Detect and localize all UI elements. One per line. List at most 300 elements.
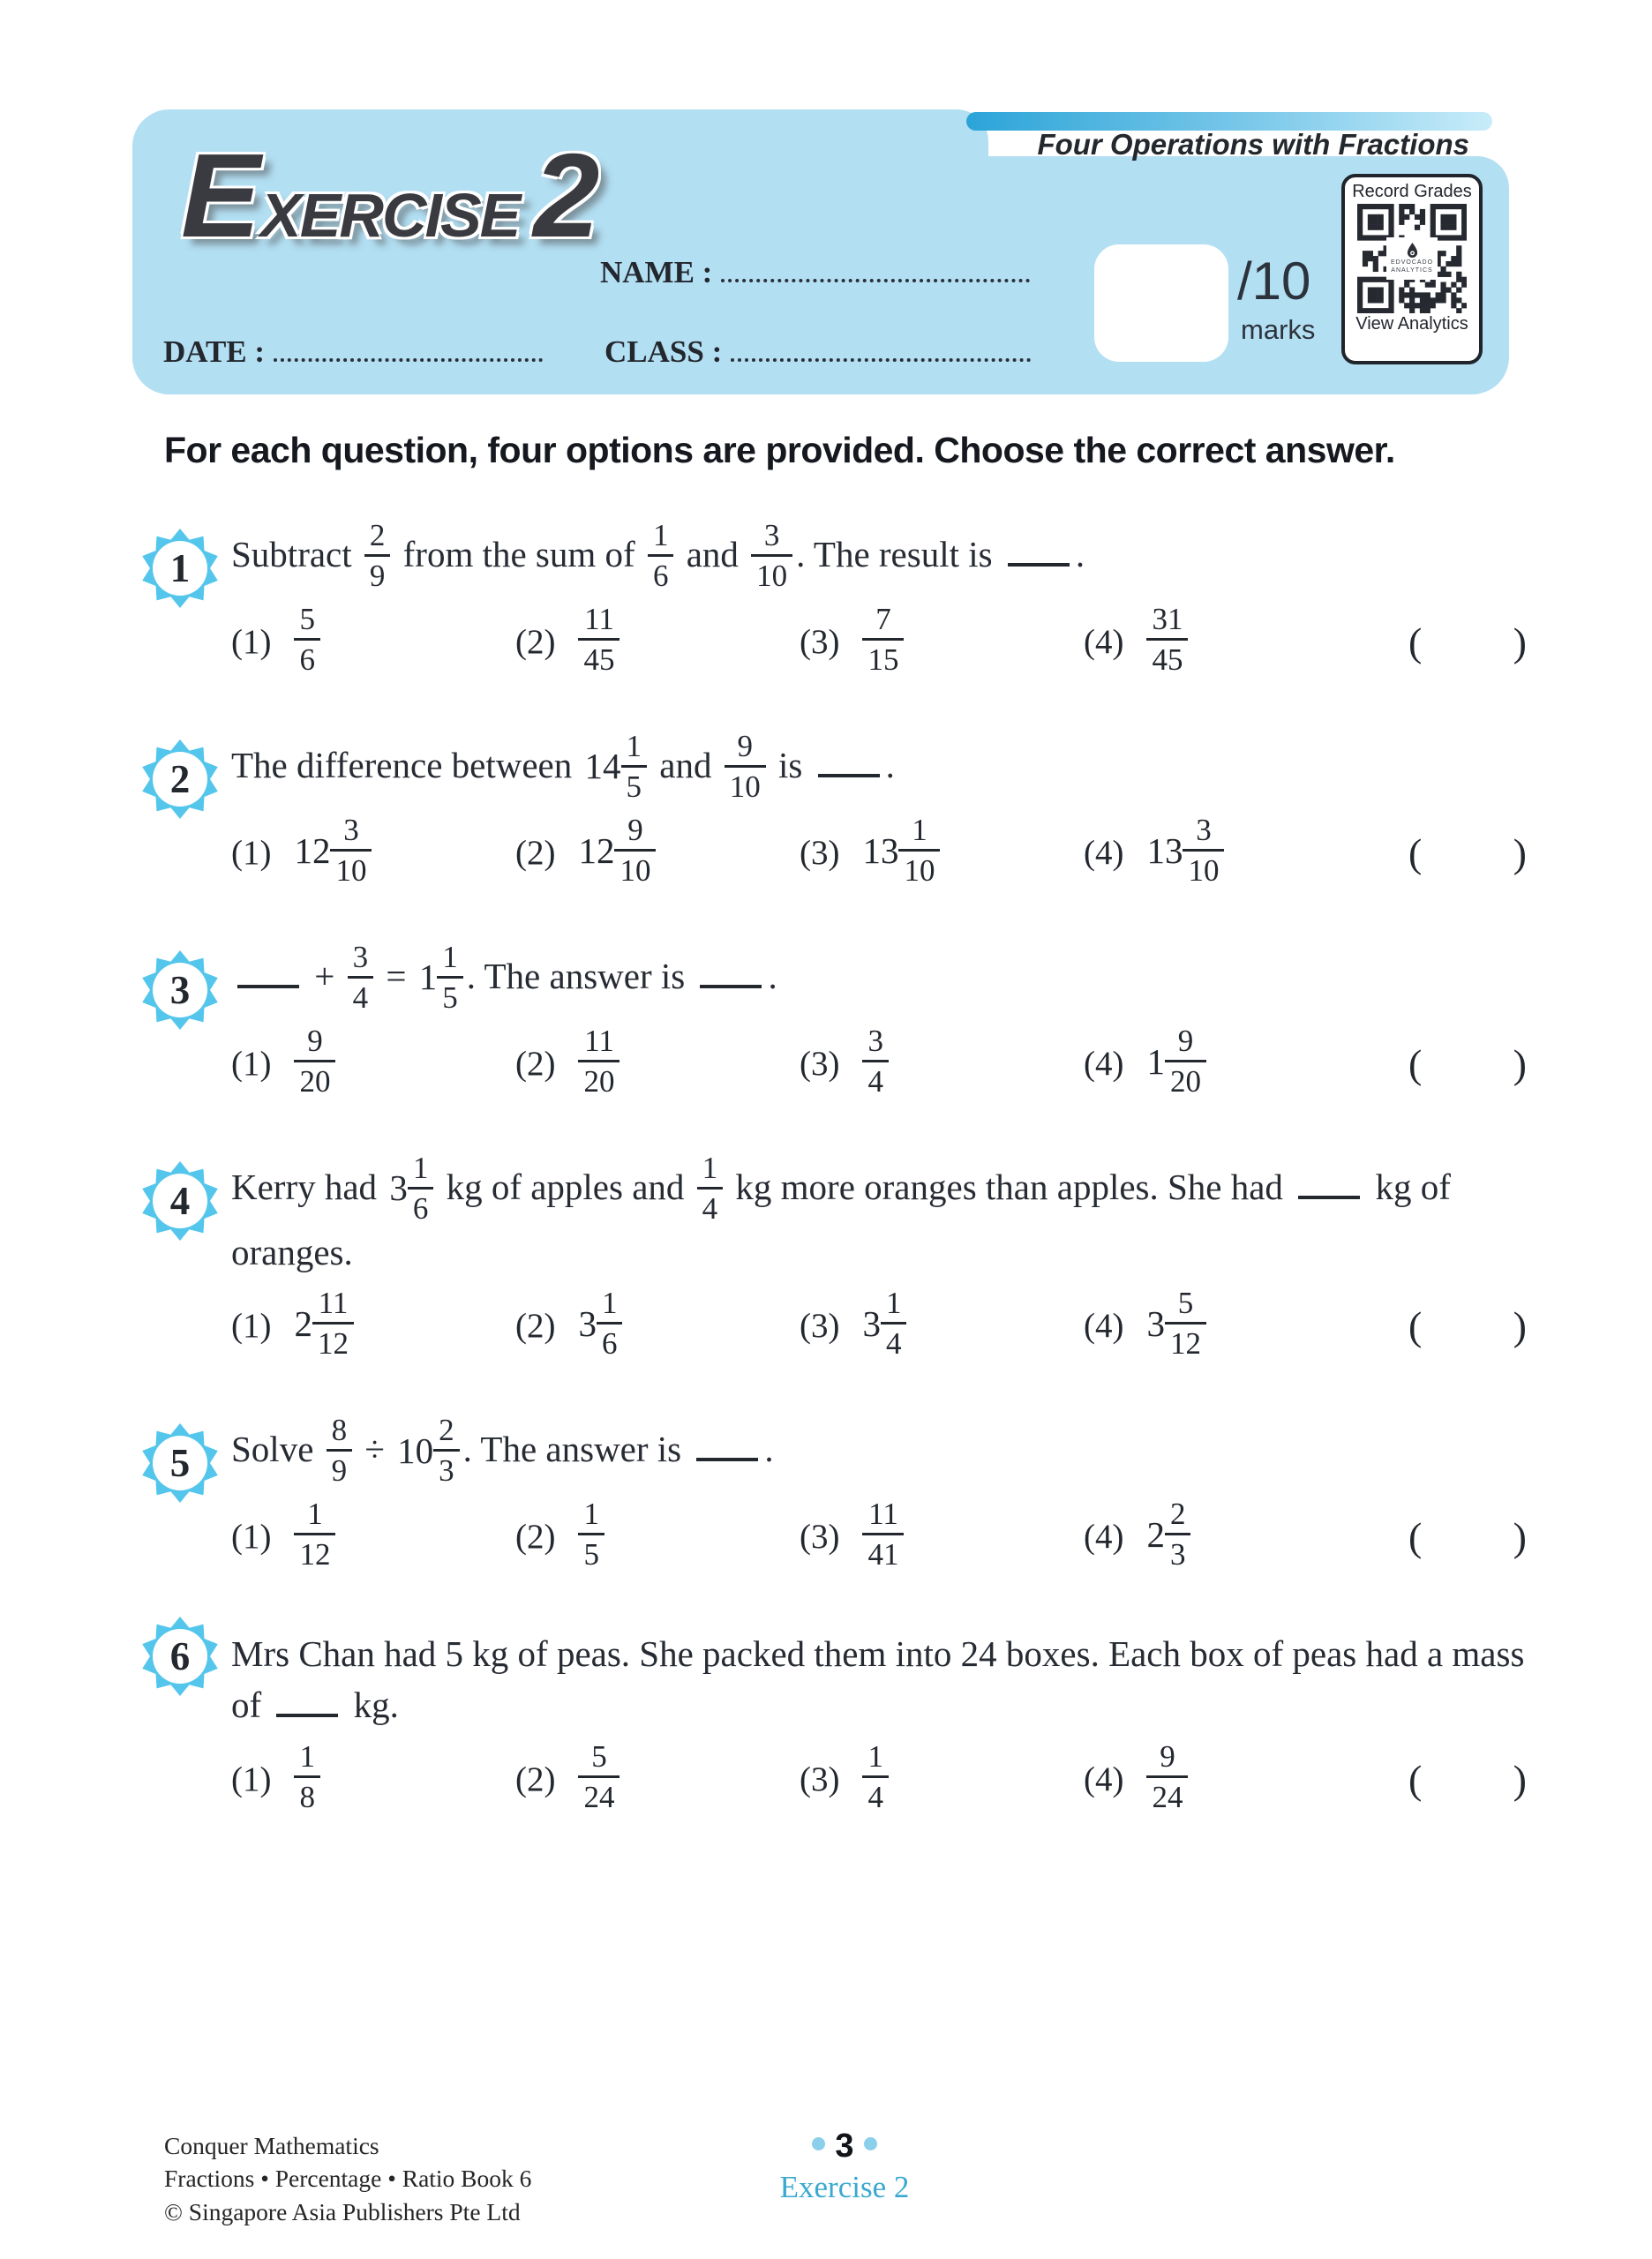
option-label: (2) bbox=[515, 1760, 556, 1798]
option-label: (4) bbox=[1084, 1045, 1124, 1083]
footer-imprint-line: © Singapore Asia Publishers Pte Ltd bbox=[164, 2197, 521, 2225]
options-row bbox=[231, 813, 1527, 889]
fraction-denominator: 45 bbox=[1146, 638, 1188, 675]
question-text-segment: kg more oranges than apples. She had bbox=[726, 1166, 1293, 1207]
question-text-segment: Mrs Chan had 5 kg of peas. She packed them into 24 boxes. Each box of peas had a mass of bbox=[231, 1633, 1525, 1726]
fraction-stack bbox=[725, 731, 766, 802]
question-number: 1 bbox=[169, 546, 191, 590]
fraction-numerator: 1 bbox=[652, 518, 669, 552]
score-write-box[interactable] bbox=[1094, 244, 1228, 362]
answer-paren-close: ) bbox=[1513, 1303, 1527, 1349]
option[interactable] bbox=[231, 1738, 515, 1815]
question-body bbox=[231, 1413, 1527, 1572]
question-text-segment: The difference between bbox=[231, 744, 582, 785]
fraction-whole: 14 bbox=[584, 746, 621, 787]
date-label: DATE : bbox=[163, 334, 266, 369]
option[interactable] bbox=[800, 1738, 1084, 1815]
fraction bbox=[1146, 1025, 1206, 1097]
option[interactable] bbox=[1084, 1497, 1368, 1572]
answer-blank[interactable] bbox=[237, 951, 299, 988]
fraction-numerator: 11 bbox=[868, 1497, 898, 1532]
answer-paren-close: ) bbox=[1513, 830, 1527, 875]
option[interactable] bbox=[800, 813, 1084, 889]
fraction-numerator: 9 bbox=[1177, 1024, 1194, 1058]
exercise-title-initial: E bbox=[181, 129, 261, 262]
question-number: 5 bbox=[169, 1441, 191, 1486]
fraction-stack bbox=[312, 1286, 354, 1362]
fraction-whole: 13 bbox=[862, 829, 899, 871]
fraction-stack bbox=[294, 1498, 335, 1570]
fraction-numerator: 1 bbox=[601, 1286, 618, 1321]
fraction-numerator: 7 bbox=[875, 602, 891, 636]
fraction-whole: 1 bbox=[1146, 1040, 1165, 1082]
question-text-segment: Kerry had bbox=[231, 1166, 387, 1207]
fraction bbox=[1146, 814, 1224, 886]
fraction-stack bbox=[1146, 1738, 1188, 1814]
option[interactable] bbox=[515, 1024, 800, 1099]
answer-parentheses[interactable] bbox=[1408, 1302, 1527, 1349]
option[interactable] bbox=[515, 602, 800, 678]
fraction-numerator: 9 bbox=[627, 813, 643, 847]
fraction bbox=[397, 1413, 460, 1489]
fraction-whole: 2 bbox=[1146, 1513, 1165, 1555]
question-number-badge bbox=[139, 528, 231, 609]
fraction-denominator: 4 bbox=[862, 1060, 889, 1097]
date-input-line[interactable] bbox=[274, 332, 543, 362]
exercise-title bbox=[181, 129, 600, 262]
question-number: 3 bbox=[169, 968, 191, 1012]
fraction bbox=[862, 604, 904, 675]
answer-parentheses[interactable] bbox=[1408, 1513, 1527, 1560]
option[interactable] bbox=[515, 1286, 800, 1362]
fraction-denominator: 6 bbox=[648, 554, 674, 591]
option-label: (2) bbox=[515, 1045, 556, 1083]
fraction-stack bbox=[1165, 1286, 1206, 1362]
question-text-segment: kg. bbox=[344, 1685, 399, 1726]
option[interactable] bbox=[1084, 1738, 1368, 1815]
question bbox=[139, 518, 1527, 678]
option-label: (4) bbox=[1084, 1307, 1124, 1346]
fraction-denominator: 10 bbox=[725, 765, 766, 802]
fraction-denominator: 9 bbox=[327, 1449, 353, 1486]
name-input-line[interactable] bbox=[721, 252, 1030, 282]
option-label: (1) bbox=[231, 1307, 272, 1346]
option[interactable] bbox=[231, 602, 515, 678]
fraction-stack bbox=[408, 1152, 434, 1224]
fraction-whole: 2 bbox=[294, 1302, 312, 1344]
fraction bbox=[1146, 1738, 1188, 1814]
fraction bbox=[862, 1498, 904, 1570]
question-text-segment: . bbox=[764, 1429, 774, 1470]
options-row bbox=[231, 1738, 1527, 1815]
question-text-segment: ÷ bbox=[356, 1429, 394, 1470]
fraction-stack bbox=[597, 1286, 623, 1362]
fraction bbox=[578, 1286, 622, 1362]
option[interactable] bbox=[800, 1024, 1084, 1099]
fraction-stack bbox=[697, 1152, 724, 1224]
fraction bbox=[862, 1025, 889, 1097]
fraction-denominator: 9 bbox=[364, 554, 391, 591]
date-field bbox=[163, 332, 543, 370]
fraction-stack bbox=[648, 520, 674, 591]
fraction-denominator: 10 bbox=[614, 849, 656, 886]
marks-label: marks bbox=[1241, 314, 1316, 345]
fraction-numerator: 5 bbox=[591, 1738, 607, 1774]
fraction-denominator: 45 bbox=[578, 638, 620, 675]
question-text-segment: from the sum of bbox=[394, 533, 644, 574]
header-card bbox=[132, 109, 1509, 394]
answer-blank[interactable] bbox=[696, 1424, 758, 1461]
fraction-whole: 12 bbox=[294, 829, 331, 871]
fraction-stack bbox=[862, 1738, 889, 1814]
fraction-whole: 1 bbox=[418, 957, 438, 998]
fraction-whole: 3 bbox=[1146, 1302, 1165, 1344]
fraction-denominator: 12 bbox=[312, 1322, 354, 1359]
fraction bbox=[578, 1025, 620, 1097]
fraction-denominator: 4 bbox=[881, 1322, 907, 1359]
option[interactable] bbox=[515, 1497, 800, 1572]
option[interactable] bbox=[1084, 1286, 1368, 1362]
question-body bbox=[231, 940, 1527, 1099]
fraction bbox=[419, 942, 463, 1013]
answer-paren-close: ) bbox=[1513, 1514, 1527, 1560]
fraction-numerator: 11 bbox=[318, 1286, 349, 1321]
fraction bbox=[294, 1025, 335, 1097]
fraction bbox=[1146, 604, 1188, 675]
answer-paren-open: ( bbox=[1408, 1041, 1423, 1086]
answer-paren-close: ) bbox=[1513, 1041, 1527, 1086]
fraction-stack bbox=[578, 1738, 620, 1814]
question-body bbox=[231, 1628, 1527, 1814]
fraction bbox=[862, 1738, 889, 1814]
fraction-stack bbox=[294, 1025, 335, 1097]
fraction-numerator: 1 bbox=[626, 729, 642, 763]
answer-blank[interactable] bbox=[1008, 529, 1070, 567]
question-number-badge bbox=[139, 1422, 231, 1504]
fraction bbox=[578, 1498, 604, 1570]
chapter-title: Four Operations with Fractions bbox=[1037, 128, 1469, 161]
page-number: 3 bbox=[835, 2128, 854, 2165]
option[interactable] bbox=[800, 1497, 1084, 1572]
fraction-denominator: 4 bbox=[697, 1187, 724, 1224]
answer-paren-open: ( bbox=[1408, 830, 1423, 875]
question-text bbox=[231, 729, 1527, 805]
qr-brand-line1: EDVOCADO bbox=[1390, 259, 1434, 266]
option-label: (3) bbox=[800, 1760, 840, 1798]
fraction-stack bbox=[1165, 1498, 1191, 1570]
fraction-denominator: 41 bbox=[862, 1533, 904, 1570]
option[interactable] bbox=[1084, 813, 1368, 889]
options-row bbox=[231, 1497, 1527, 1572]
fraction bbox=[389, 1152, 433, 1224]
fraction-denominator: 10 bbox=[1183, 849, 1224, 886]
question-text bbox=[231, 1628, 1527, 1730]
name-field bbox=[600, 252, 1030, 290]
qr-brand-line2: ANALYTICS bbox=[1391, 266, 1433, 274]
answer-blank[interactable] bbox=[700, 951, 762, 988]
fraction-denominator: 6 bbox=[408, 1187, 434, 1224]
qr-card bbox=[1341, 174, 1483, 364]
fraction-numerator: 1 bbox=[583, 1497, 599, 1532]
fraction-numerator: 5 bbox=[1177, 1286, 1194, 1321]
answer-paren-open: ( bbox=[1408, 1514, 1423, 1560]
exercise-number: 2 bbox=[533, 129, 600, 262]
answer-paren-close: ) bbox=[1513, 1756, 1527, 1802]
answer-paren-open: ( bbox=[1408, 1303, 1423, 1349]
fraction-denominator: 24 bbox=[578, 1775, 620, 1812]
fraction-stack bbox=[578, 1025, 620, 1097]
option-label: (2) bbox=[515, 623, 556, 661]
answer-parentheses[interactable] bbox=[1408, 1756, 1527, 1803]
fraction-whole: 10 bbox=[397, 1430, 434, 1471]
question-body bbox=[231, 518, 1527, 678]
fraction-whole: 12 bbox=[578, 829, 615, 871]
fraction-numerator: 1 bbox=[307, 1497, 323, 1532]
fraction bbox=[1146, 1498, 1190, 1570]
fraction bbox=[862, 1286, 906, 1362]
fraction-denominator: 10 bbox=[898, 849, 940, 886]
option-label: (1) bbox=[231, 1760, 272, 1798]
fraction-stack bbox=[862, 1498, 904, 1570]
option-label: (3) bbox=[800, 1045, 840, 1083]
fraction-numerator: 2 bbox=[1169, 1497, 1186, 1532]
fraction-whole: 3 bbox=[578, 1302, 597, 1344]
question-text-segment: . The answer is bbox=[462, 1429, 691, 1470]
options-row bbox=[231, 1286, 1527, 1362]
answer-paren-close: ) bbox=[1513, 619, 1527, 664]
fraction-denominator: 15 bbox=[862, 638, 904, 675]
option[interactable] bbox=[231, 1286, 515, 1362]
option-label: (4) bbox=[1084, 1518, 1124, 1557]
fraction-numerator: 11 bbox=[584, 1024, 614, 1058]
name-label: NAME : bbox=[600, 254, 713, 289]
footer-exercise-label: Exercise 2 bbox=[779, 2170, 910, 2204]
fraction-denominator: 5 bbox=[578, 1533, 604, 1570]
fraction-numerator: 3 bbox=[352, 940, 369, 974]
question-number: 4 bbox=[169, 1179, 191, 1223]
answer-blank[interactable] bbox=[1298, 1162, 1360, 1199]
class-field bbox=[604, 332, 1031, 370]
fraction-denominator: 6 bbox=[294, 638, 320, 675]
fraction-denominator: 20 bbox=[1165, 1060, 1206, 1097]
fraction-whole: 3 bbox=[862, 1302, 881, 1344]
fraction bbox=[648, 520, 674, 591]
page-number-row bbox=[752, 2129, 937, 2163]
fraction-stack bbox=[621, 731, 648, 802]
question-text-segment: kg of apples and bbox=[437, 1166, 694, 1207]
footer-imprint bbox=[164, 2129, 531, 2228]
class-label: CLASS : bbox=[604, 334, 723, 369]
avocado-icon bbox=[1406, 243, 1419, 259]
option[interactable] bbox=[231, 813, 515, 889]
option[interactable] bbox=[1084, 602, 1368, 678]
fraction-whole: 13 bbox=[1146, 829, 1183, 871]
exercise-title-rest: XERCISE bbox=[260, 181, 520, 250]
page-dot-icon bbox=[812, 2137, 825, 2150]
question-text-segment: and bbox=[677, 533, 748, 574]
option[interactable] bbox=[515, 1738, 800, 1815]
fraction bbox=[294, 604, 320, 675]
option-label: (3) bbox=[800, 834, 840, 872]
fraction-stack bbox=[327, 1413, 353, 1489]
worksheet-body bbox=[139, 430, 1527, 1871]
fraction-stack bbox=[437, 942, 463, 1013]
option[interactable] bbox=[231, 1497, 515, 1572]
answer-paren-open: ( bbox=[1408, 1756, 1423, 1802]
fraction-denominator: 20 bbox=[294, 1060, 335, 1097]
fraction-numerator: 8 bbox=[331, 1413, 348, 1448]
fraction bbox=[578, 814, 656, 886]
fraction-stack bbox=[862, 604, 904, 675]
fraction-stack bbox=[294, 1738, 320, 1814]
fraction bbox=[725, 731, 766, 802]
fraction-stack bbox=[1165, 1025, 1206, 1097]
fraction-numerator: 1 bbox=[442, 940, 458, 974]
option[interactable] bbox=[800, 1286, 1084, 1362]
fraction-denominator: 3 bbox=[433, 1449, 460, 1486]
answer-blank[interactable] bbox=[818, 740, 880, 777]
fraction-numerator: 1 bbox=[885, 1286, 902, 1321]
fraction-numerator: 1 bbox=[867, 1738, 883, 1774]
option-label: (2) bbox=[515, 1307, 556, 1346]
instruction-text: For each question, four options are provided. Choose the correct answer. bbox=[164, 430, 1395, 470]
score-denominator: /10 bbox=[1237, 251, 1311, 311]
option-label: (4) bbox=[1084, 1760, 1124, 1798]
question-text-segment: and bbox=[650, 744, 721, 785]
fraction-whole: 3 bbox=[389, 1167, 408, 1209]
fraction-denominator: 10 bbox=[330, 849, 372, 886]
fraction-numerator: 3 bbox=[763, 518, 780, 552]
question-number-badge bbox=[139, 1616, 231, 1697]
question-number-badge bbox=[139, 949, 231, 1031]
options-row bbox=[231, 602, 1527, 678]
question-body bbox=[231, 1151, 1527, 1362]
answer-parentheses[interactable] bbox=[1408, 829, 1527, 876]
fraction-stack bbox=[578, 604, 620, 675]
fraction-stack bbox=[433, 1413, 460, 1489]
question-text-segment: = bbox=[377, 955, 416, 996]
fraction-stack bbox=[578, 1498, 604, 1570]
fraction-stack bbox=[1183, 814, 1224, 886]
fraction bbox=[294, 1286, 354, 1362]
fraction-denominator: 3 bbox=[1165, 1533, 1191, 1570]
question-text bbox=[231, 940, 1527, 1016]
fraction-denominator: 6 bbox=[597, 1322, 623, 1359]
fraction-numerator: 5 bbox=[299, 602, 315, 636]
option-label: (1) bbox=[231, 834, 272, 872]
fraction-denominator: 12 bbox=[294, 1533, 335, 1570]
question-text-segment: kg of oranges. bbox=[231, 1166, 1451, 1272]
fraction-numerator: 1 bbox=[299, 1738, 315, 1774]
fraction-denominator: 5 bbox=[621, 765, 648, 802]
question-text-segment: . bbox=[768, 955, 777, 996]
fraction-stack bbox=[364, 520, 391, 591]
question-text-segment: . bbox=[885, 744, 895, 785]
option[interactable] bbox=[515, 813, 800, 889]
option[interactable] bbox=[1084, 1024, 1368, 1099]
fraction-numerator: 9 bbox=[737, 729, 753, 763]
question-list bbox=[139, 518, 1527, 1815]
page-dot-icon bbox=[864, 2137, 877, 2150]
question-number-badge bbox=[139, 1160, 231, 1242]
fraction-stack bbox=[1146, 604, 1188, 675]
fraction bbox=[294, 814, 372, 886]
option-label: (4) bbox=[1084, 834, 1124, 872]
question bbox=[139, 1151, 1527, 1362]
fraction-stack bbox=[898, 814, 940, 886]
options-row bbox=[231, 1024, 1527, 1099]
fraction-denominator: 20 bbox=[578, 1060, 620, 1097]
question-text-segment: . bbox=[1075, 533, 1085, 574]
question bbox=[139, 1628, 1527, 1814]
question-number-badge bbox=[139, 739, 231, 820]
fraction-stack bbox=[881, 1286, 907, 1362]
fraction bbox=[578, 1738, 620, 1814]
fraction-numerator: 3 bbox=[1196, 813, 1212, 847]
question-text-segment: . The answer is bbox=[466, 955, 695, 996]
question-text-segment: Subtract bbox=[231, 533, 361, 574]
fraction bbox=[364, 520, 391, 591]
option-label: (3) bbox=[800, 1307, 840, 1346]
answer-blank[interactable] bbox=[276, 1681, 338, 1718]
fraction-stack bbox=[348, 942, 374, 1013]
class-input-line[interactable] bbox=[731, 332, 1031, 362]
fraction-denominator: 8 bbox=[294, 1775, 320, 1812]
option-label: (4) bbox=[1084, 623, 1124, 661]
answer-paren-open: ( bbox=[1408, 619, 1423, 664]
fraction-stack bbox=[614, 814, 656, 886]
question-number: 2 bbox=[169, 757, 191, 801]
footer-imprint-line: Fractions • Percentage • Ratio Book 6 bbox=[164, 2165, 532, 2193]
question-text-segment: + bbox=[305, 955, 344, 996]
option[interactable] bbox=[231, 1024, 515, 1099]
footer-page-block bbox=[752, 2129, 937, 2205]
question-text-segment: Solve bbox=[231, 1429, 323, 1470]
fraction-numerator: 2 bbox=[369, 518, 386, 552]
fraction-numerator: 9 bbox=[307, 1024, 323, 1058]
fraction-denominator: 24 bbox=[1146, 1775, 1188, 1812]
question bbox=[139, 729, 1527, 889]
option-label: (1) bbox=[231, 1045, 272, 1083]
fraction-stack bbox=[751, 520, 792, 591]
question-text bbox=[231, 1151, 1527, 1278]
option-label: (3) bbox=[800, 1518, 840, 1557]
fraction-numerator: 9 bbox=[1160, 1738, 1175, 1774]
fraction-denominator: 10 bbox=[751, 554, 792, 591]
fraction bbox=[294, 1498, 335, 1570]
question bbox=[139, 1413, 1527, 1572]
fraction-numerator: 3 bbox=[343, 813, 359, 847]
question-number: 6 bbox=[169, 1634, 191, 1679]
option[interactable] bbox=[800, 602, 1084, 678]
fraction bbox=[1146, 1286, 1206, 1362]
qr-top-label: Record Grades bbox=[1352, 182, 1472, 201]
qr-brand-logo bbox=[1386, 237, 1438, 280]
fraction-denominator: 5 bbox=[437, 976, 463, 1013]
fraction-denominator: 4 bbox=[348, 976, 374, 1013]
question-text bbox=[231, 518, 1527, 594]
fraction-numerator: 3 bbox=[867, 1024, 883, 1058]
fraction-stack bbox=[294, 604, 320, 675]
fraction-numerator: 31 bbox=[1152, 602, 1183, 636]
question-text-segment: . The result is bbox=[796, 533, 1002, 574]
option-label: (1) bbox=[231, 1518, 272, 1557]
fraction-stack bbox=[330, 814, 372, 886]
answer-parentheses[interactable] bbox=[1408, 1040, 1527, 1087]
fraction bbox=[327, 1413, 353, 1489]
question bbox=[139, 940, 1527, 1099]
answer-parentheses[interactable] bbox=[1408, 619, 1527, 665]
